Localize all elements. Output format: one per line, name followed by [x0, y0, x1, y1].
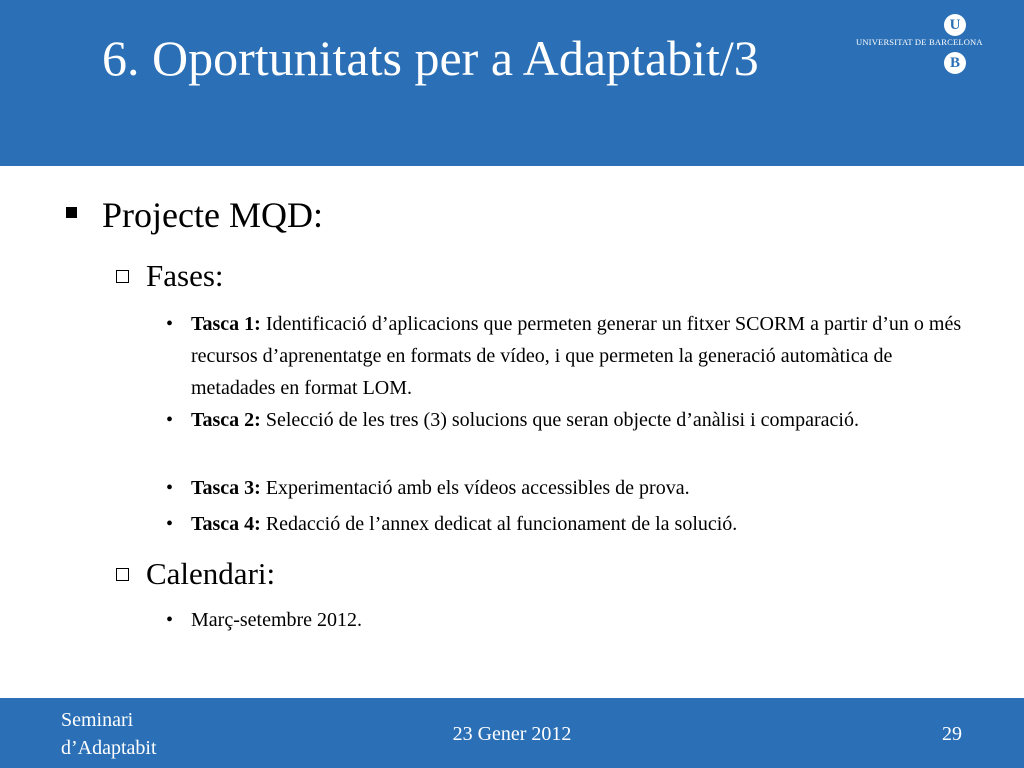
- dot-bullet-icon: •: [166, 313, 174, 335]
- dot-bullet-icon: •: [166, 609, 174, 631]
- calendar-text: Març-setembre 2012.: [191, 609, 363, 631]
- level2-text-fases: Fases:: [146, 258, 224, 293]
- task-body: [191, 404, 971, 436]
- page-number: 29: [942, 723, 962, 745]
- task-body: [191, 308, 971, 404]
- hollow-square-bullet-icon: [116, 270, 129, 283]
- hollow-square-bullet-icon: [116, 568, 129, 581]
- dot-bullet-icon: •: [166, 409, 174, 431]
- slide-title: 6. Oportunitats per a Adaptabit/3: [102, 30, 759, 86]
- level1-text: Projecte MQD:: [102, 195, 323, 235]
- task-body: [191, 508, 971, 540]
- task-text: Selecció de les tres (3) solucions que seran objecte d’anàlisi i comparació.: [265, 409, 859, 431]
- task-label: Tasca 3:: [191, 477, 261, 499]
- footer-seminar-line2: d’Adaptabit: [61, 737, 157, 759]
- university-logo: [856, 14, 1024, 76]
- task-label: Tasca 2:: [191, 409, 261, 431]
- logo-u-icon: U: [944, 14, 966, 36]
- level2-text-calendari: Calendari:: [146, 556, 276, 591]
- footer-seminar-line1: Seminari: [61, 709, 134, 731]
- task-label: Tasca 4:: [191, 513, 261, 535]
- slide-footer: [0, 698, 1024, 768]
- task-body: [191, 472, 971, 504]
- square-bullet-icon: [66, 207, 77, 218]
- task-text: Experimentació amb els vídeos accessibles de prova.: [265, 477, 690, 499]
- task-text: Redacció de l’annex dedicat al funcionament de la solució.: [265, 513, 738, 535]
- task-label: Tasca 1:: [191, 313, 261, 335]
- task-text: Identificació d’aplicacions que permeten generar un fitxer SCORM a partir d’un o més recursos d’aprenentatge en formats de vídeo, i que permeten la generació automàtica de metadades en format LOM.: [191, 313, 962, 399]
- logo-b-icon: B: [944, 52, 966, 74]
- dot-bullet-icon: •: [166, 477, 174, 499]
- slide-header: [0, 0, 1024, 166]
- footer-date: 23 Gener 2012: [452, 723, 572, 745]
- dot-bullet-icon: •: [166, 513, 174, 535]
- logo-name: UNIVERSITAT DE BARCELONA: [856, 37, 983, 47]
